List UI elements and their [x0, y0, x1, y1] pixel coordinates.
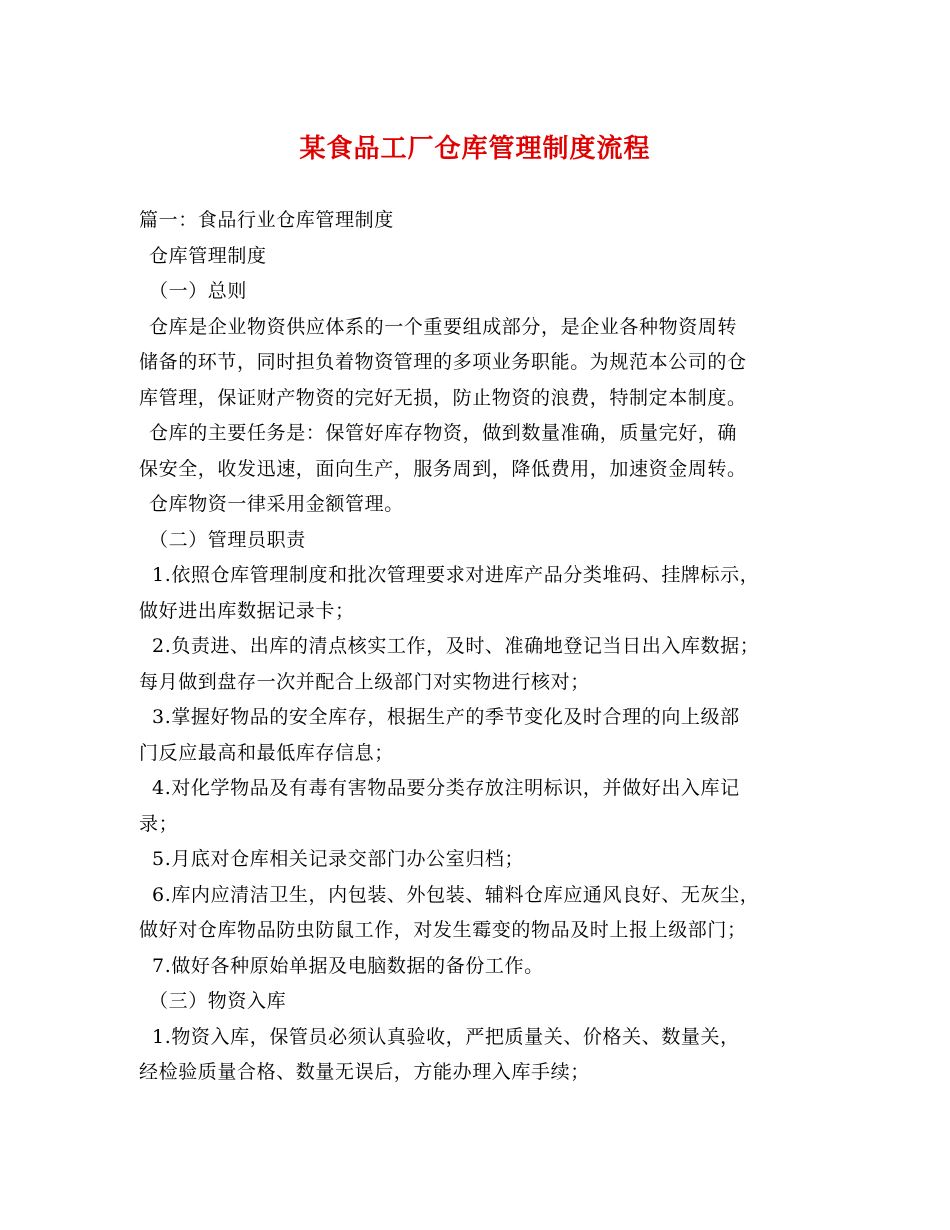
list-item-line: 1.物资入库，保管员必须认真验收，严把质量关、价格关、数量关， — [152, 1025, 740, 1048]
section-label: （三）物资入库 — [149, 990, 287, 1012]
paragraph-line: 保安全，收发迅速，面向生产，服务周到，降低费用，加速资金周转。 — [139, 457, 747, 480]
list-item-line: 每月做到盘存一次并配合上级部门对实物进行核对； — [139, 670, 590, 693]
list-item-line: 做好对仓库物品防虫防鼠工作，对发生霉变的物品及时上报上级部门； — [139, 919, 747, 941]
paragraph-line: 仓库物资一律采用金额管理。 — [149, 493, 404, 515]
list-item-line: 2.负责进、出库的清点核实工作，及时、准确地登记当日出入库数据； — [152, 635, 760, 657]
list-item-line: 做好进出库数据记录卡； — [139, 599, 355, 622]
list-item-line: 门反应最高和最低库存信息； — [139, 741, 394, 764]
list-item-line: 6.库内应清洁卫生，内包装、外包装、辅料仓库应通风良好、无灰尘， — [152, 883, 760, 906]
paragraph-line: 库管理，保证财产物资的完好无损，防止物资的浪费，特制定本制度。 — [139, 386, 747, 409]
document-title: 某食品工厂仓库管理制度流程 — [299, 134, 651, 164]
paragraph-line: 仓库是企业物资供应体系的一个重要组成部分，是企业各种物资周转 — [149, 315, 738, 338]
section-heading: 篇一：食品行业仓库管理制度 — [139, 209, 394, 231]
list-item-line: 经检验质量合格、数量无误后，方能办理入库手续； — [139, 1061, 590, 1083]
paragraph-line: 储备的环节，同时担负着物资管理的多项业务职能。为规范本公司的仓 — [139, 351, 747, 373]
list-item-line: 5.月底对仓库相关记录交部门办公室归档； — [152, 848, 525, 870]
subheading: 仓库管理制度 — [149, 244, 267, 267]
paragraph-line: 仓库的主要任务是：保管好库存物资，做到数量准确，质量完好，确 — [149, 422, 738, 444]
section-label: （二）管理员职责 — [149, 528, 306, 551]
list-item-line: 1.依照仓库管理制度和批次管理要求对进库产品分类堆码、挂牌标示， — [152, 564, 760, 586]
section-label: （一）总则 — [149, 280, 248, 302]
list-item-line: 录； — [139, 812, 179, 835]
list-item-line: 4.对化学物品及有毒有害物品要分类存放注明标识，并做好出入库记 — [152, 777, 740, 799]
document-body — [139, 203, 819, 1091]
list-item-line: 3.掌握好物品的安全库存，根据生产的季节变化及时合理的向上级部 — [152, 706, 740, 728]
list-item-line: 7.做好各种原始单据及电脑数据的备份工作。 — [152, 954, 544, 977]
